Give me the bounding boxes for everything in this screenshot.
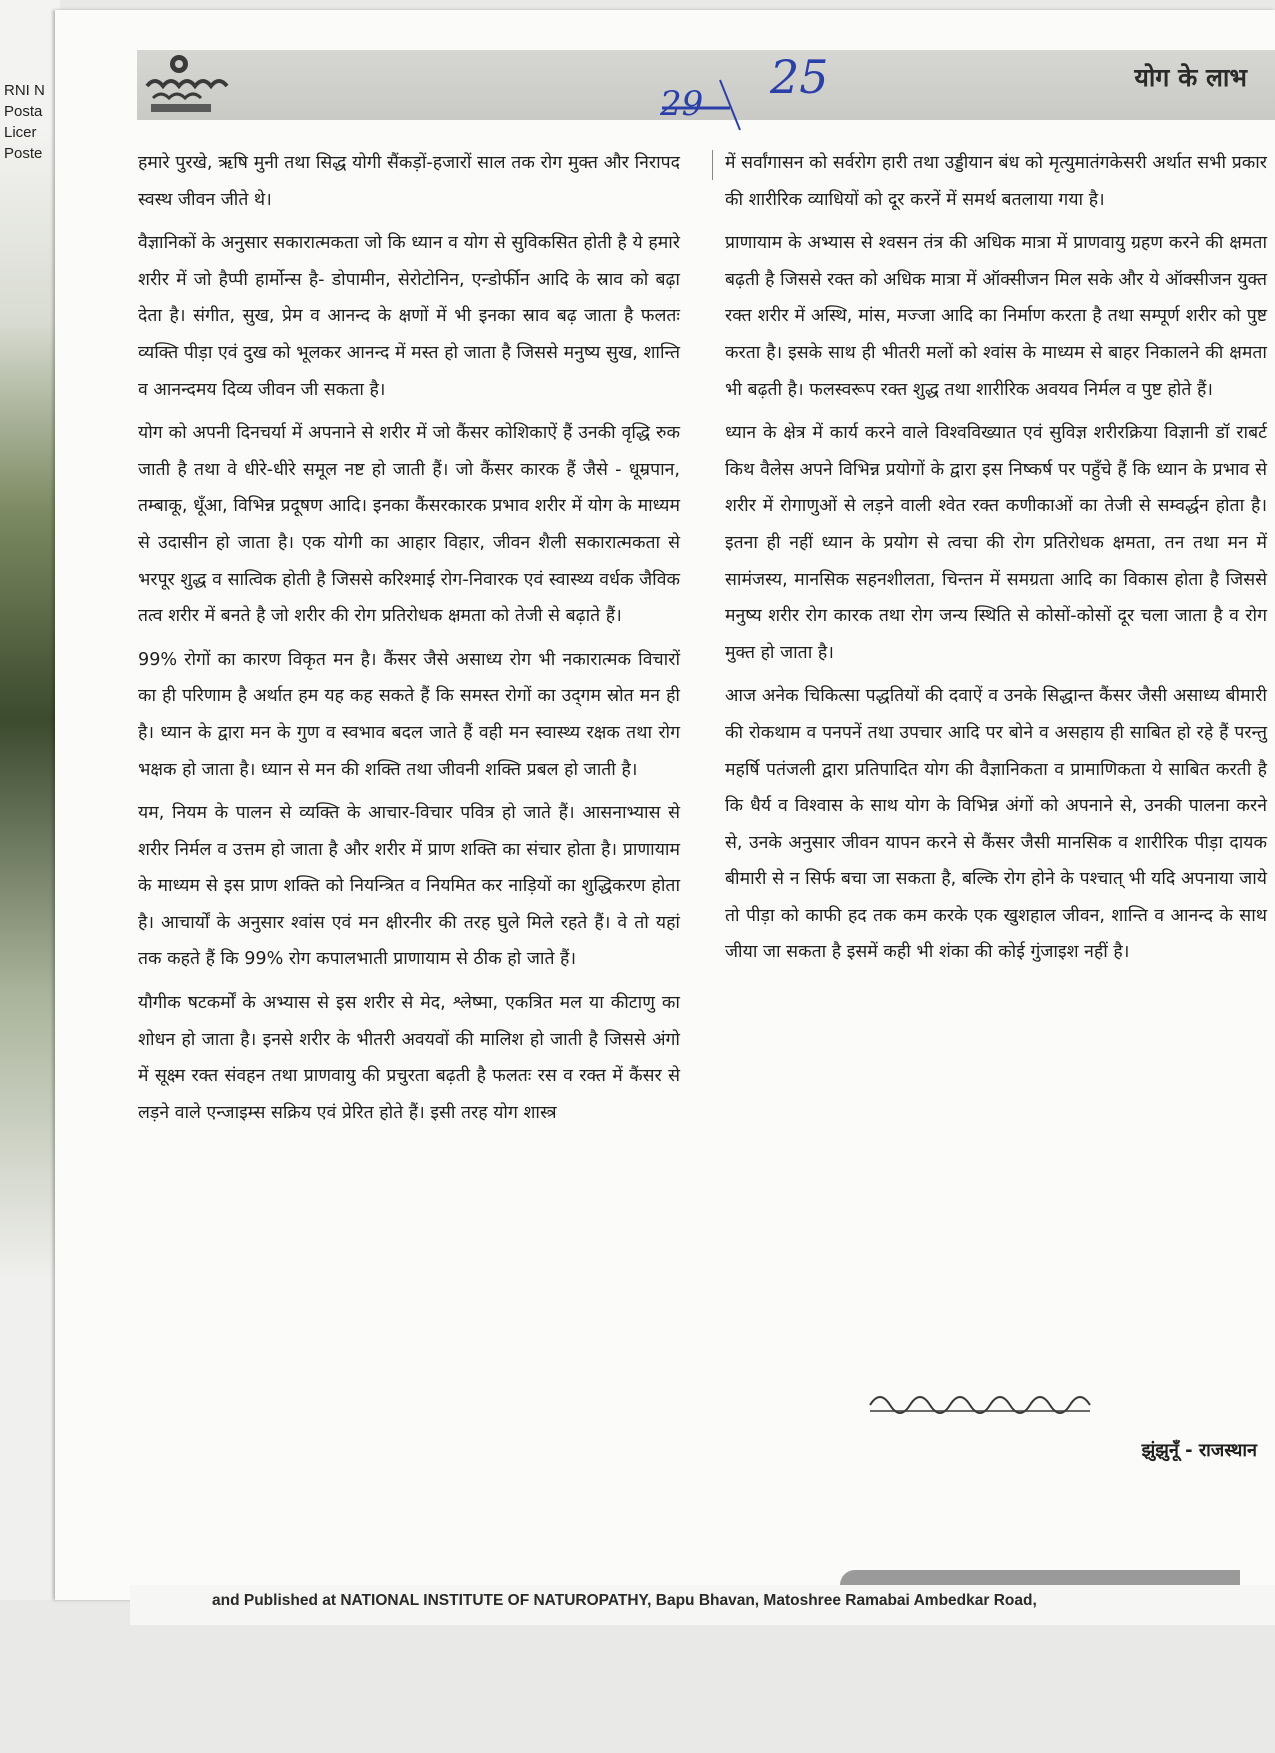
magazine-logo-icon bbox=[143, 52, 263, 118]
adjacent-page-strip bbox=[0, 0, 60, 1600]
struck-number-icon bbox=[660, 60, 770, 140]
column-mark bbox=[712, 150, 713, 180]
author-place: झुंझुनूँ - राजस्थान bbox=[1141, 1440, 1257, 1461]
article-right-column bbox=[725, 145, 1267, 978]
publisher-line: and Published at NATIONAL INSTITUTE OF NATUROPATHY, Bapu Bhavan, Matoshree Ramabai Ambedkar Road, bbox=[212, 1592, 1037, 1609]
paragraph: हमारे पुरखे, ऋषि मुनी तथा सिद्ध योगी सैंकड़ों-हजारों साल तक रोग मुक्त और निरापद स्वस्थ जीवन जीते थे। bbox=[138, 153, 680, 210]
rni-text bbox=[4, 80, 54, 164]
paragraph: यम, नियम के पालन से व्यक्ति के आचार-विचार पवित्र हो जाते हैं। आसनाभ्यास से शरीर निर्मल व उत्तम हो जाता है और शरीर में प्राण शक्ति का संचार होता है। प्राणायाम के माध्यम से इस प्राण शक्ति को नियन्त्रित व नियमित कर नाड़ियों का शुद्धिकरण होता है। आचार्यों के अनुसार श्वांस एवं मन क्षीरनीर की तरह घुले मिले रहते हैं। वे तो यहां तक कहते हैं कि 99% रोग कपालभाती प्राणायाम से ठीक हो जाते हैं। bbox=[138, 803, 680, 970]
rni-line: Poste bbox=[4, 145, 43, 162]
ornament-divider-icon bbox=[865, 1385, 1095, 1425]
paragraph: आज अनेक चिकित्सा पद्धतियों की दवाऐं व उनके सिद्धान्त कैंसर जैसी असाध्य बीमारी की रोकथाम व पनपनें तथा उपचार आदि पर बोने व असहाय ही साबित हो रहे हैं परन्तु महर्षि पतंजली द्वारा प्रतिपादित योग की वैज्ञानिकता व प्रामाणिकता ये साबित करती है कि धैर्य व विश्वास के साथ योग के विभिन्न अंगों को अपनाने से, उनकी पालना करने से, उनके अनुसार जीवन यापन करने से कैंसर जैसी मानसिक व शारीरिक पीड़ा दायक बीमारी से न सिर्फ बचा जा सकता है, बल्कि रोग होने के पश्चात् भी यदि अपनाया जाये तो पीड़ा को काफी हद तक कम करके एक खुशहाल जीवन, शान्ति व आनन्द के साथ जीया जा सकता है इसमें कही भी शंका की कोई गुंजाइश नहीं है। bbox=[725, 686, 1267, 963]
rni-line: RNI N bbox=[4, 82, 45, 99]
paragraph: 99% रोगों का कारण विकृत मन है। कैंसर जैसे असाध्य रोग भी नकारात्मक विचारों का ही परिणाम है अर्थात हम यह कह सकते हैं कि समस्त रोगों का उद्‌गम स्रोत मन ही है। ध्यान के द्वारा मन के गुण व स्वभाव बदल जाते हैं वही मन स्वास्थ्य रक्षक तथा रोग भक्षक हो जाता है। ध्यान से मन की शक्ति तथा जीवनी शक्ति प्रबल हो जाती है। bbox=[138, 649, 680, 780]
section-title: योग के लाभ bbox=[1134, 63, 1247, 92]
paragraph: ध्यान के क्षेत्र में कार्य करने वाले विश्वविख्यात एवं सुविज्ञ शरीरक्रिया विज्ञानी डॉ राबर्ट किथ वैलेस अपने विभिन्न प्रयोगों के द्वारा इस निष्कर्ष पर पहुँचे हैं कि ध्यान के प्रभाव से शरीर में रोगाणुओं से लड़ने वाली श्वेत रक्त कणीकाओं का तेजी से सम्वर्द्धन होता है। इतना ही नहीं ध्यान के प्रयोग से त्वचा की रोग प्रतिरोधक क्षमता, तन तथा मन में सामंजस्य, मानसिक सहनशीलता, चिन्तन में समग्रता आदि का विकास होता है जिससे मनुष्य शरीर रोग कारक तथा रोग जन्य स्थिति से कोसों-कोसों दूर चला जाता है व रोग मुक्त हो जाता है। bbox=[725, 423, 1267, 663]
struck-number-text: 29 bbox=[660, 84, 704, 124]
paragraph: में सर्वांगासन को सर्वरोग हारी तथा उड्डीयान बंध को मृत्युमातंगकेसरी अर्थात सभी प्रकार की शारीरिक व्याधियों को दूर करनें में समर्थ बतलाया गया है। bbox=[725, 153, 1267, 210]
handwritten-page-number bbox=[660, 50, 860, 130]
rni-line: Licer bbox=[4, 124, 37, 141]
paragraph: योग को अपनी दिनचर्या में अपनाने से शरीर में जो कैंसर कोशिकाऐं हैं उनकी वृद्धि रुक जाती है तथा वे धीरे-धीरे समूल नष्ट हो जाती हैं। जो कैंसर कारक हैं जैसे - धूम्रपान, तम्बाकू, धूँआ, विभिन्न प्रदूषण आदि। इनका कैंसरकारक प्रभाव शरीर में योग के माध्यम से उदासीन हो जाता है। एक योगी का आहार विहार, जीवन शैली सकारात्मकता से भरपूर शुद्ध व सात्विक होती है जिससे करिश्माई रोग-निवारक एवं स्वास्थ्य वर्धक जैविक तत्व शरीर में बनते है जो शरीर की रोग प्रतिरोधक क्षमता को तेजी से बढ़ाते हैं। bbox=[138, 423, 680, 627]
paragraph: यौगीक षटकर्मों के अभ्यास से इस शरीर से मेद, श्लेष्मा, एकत्रित मल या कीटाणु का शोधन हो जाता है। इनसे शरीर के भीतरी अवयवों की मालिश हो जाती है जिससे अंगो में सूक्ष्म रक्त संवहन तथा प्राणवायु की प्रचुरता बढ़ती है फलतः रस व रक्त में कैंसर से लड़ने वाले एन्जाइम्स सक्रिय एवं प्रेरित होते हैं। इसी तरह योग शास्त्र bbox=[138, 993, 680, 1123]
page-number: 25 bbox=[770, 50, 829, 104]
paragraph: प्राणायाम के अभ्यास से श्वसन तंत्र की अधिक मात्रा में प्राणवायु ग्रहण करने की क्षमता बढ़ती है जिससे रक्त को अधिक मात्रा में ऑक्सीजन मिल सके और ये ऑक्सीजन युक्त रक्त शरीर में अस्थि, मांस, मज्जा आदि का निर्माण करता है तथा सम्पूर्ण शरीर को पुष्ट करता है। इसके साथ ही भीतरी मलों को श्वांस के माध्यम से बाहर निकालने की क्षमता भी बढ़ती है। फलस्वरूप रक्त शुद्ध तथा शारीरिक अवयव निर्मल व पुष्ट होते हैं। bbox=[725, 233, 1267, 400]
article-left-column bbox=[138, 145, 680, 1138]
paragraph: वैज्ञानिकों के अनुसार सकारात्मकता जो कि ध्यान व योग से सुविकसित होती है ये हमारे शरीर में जो हैप्पी हार्मोन्स है- डोपामीन, सेरोटोनिन, एन्डोर्फीन आदि के स्राव को बढ़ा देता है। संगीत, सुख, प्रेम व आनन्द के क्षणों में भी इनका स्राव बढ़ जाता है फलतः व्यक्ति पीड़ा एवं दुख को भूलकर आनन्द में मस्त हो जाता है जिससे मनुष्य सुख, शान्ति व आनन्दमय दिव्य जीवन जी सकता है। bbox=[138, 233, 680, 400]
rni-line: Posta bbox=[4, 103, 43, 120]
